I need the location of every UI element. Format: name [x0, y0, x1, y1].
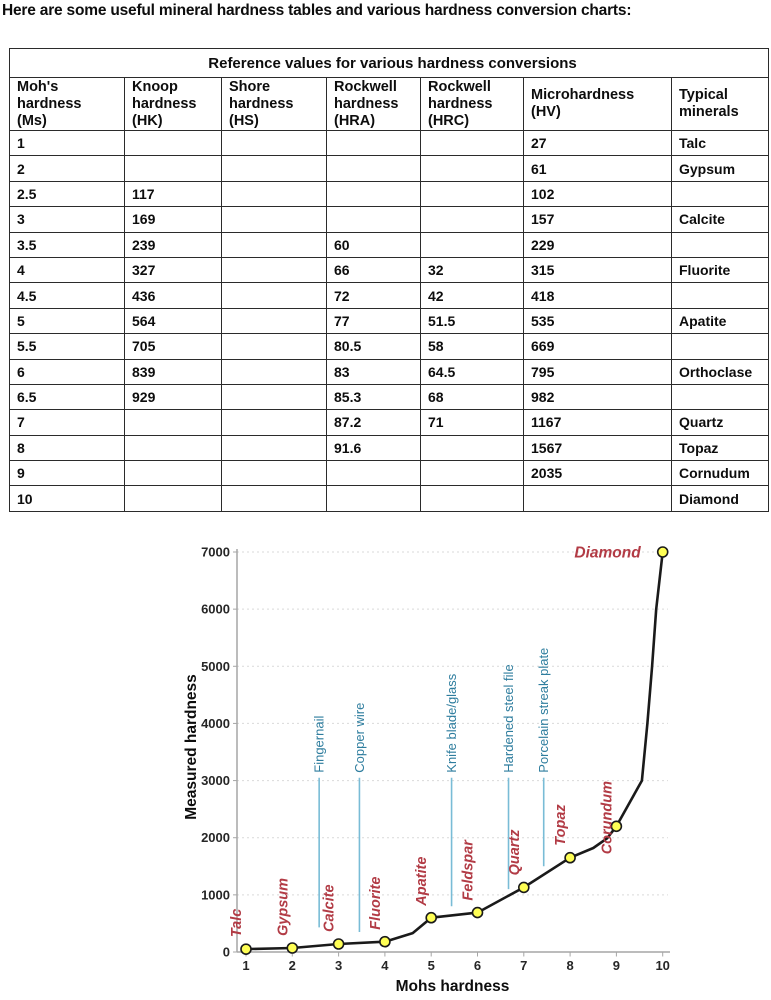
table-cell — [222, 461, 327, 486]
y-tick-label: 5000 — [201, 658, 230, 674]
column-header: Rockwell hardness (HRA) — [327, 78, 421, 131]
x-tick-label: 6 — [473, 958, 482, 973]
table-cell — [222, 283, 327, 308]
table-cell — [222, 156, 327, 181]
mineral-label: Diamond — [574, 544, 641, 562]
x-axis-title: Mohs hardness — [395, 978, 510, 995]
table-cell: 91.6 — [327, 435, 421, 460]
table-header-row — [10, 78, 769, 131]
table-cell — [222, 334, 327, 359]
y-tick-label: 6000 — [201, 601, 230, 617]
table-cell: 2.5 — [10, 181, 125, 206]
column-header: Shore hardness (HS) — [222, 78, 327, 131]
table-cell — [222, 486, 327, 511]
hardness-chart — [0, 535, 771, 1000]
table-cell: 102 — [524, 181, 672, 206]
tool-label: Knife blade/glass — [444, 673, 460, 773]
tool-label: Fingernail — [311, 715, 327, 773]
data-point-marker — [334, 939, 344, 949]
x-tick-label: 5 — [427, 958, 435, 973]
mineral-label: Corundum — [599, 780, 616, 855]
table-cell: Gypsum — [672, 156, 769, 181]
table-cell: 436 — [125, 283, 222, 308]
table-cell — [421, 207, 524, 232]
mineral-label: Fluorite — [367, 876, 384, 930]
table-cell: 929 — [125, 384, 222, 409]
table-row — [10, 131, 769, 156]
table-cell: 71 — [421, 410, 524, 435]
mineral-label: Gypsum — [275, 877, 292, 936]
table-cell: Talc — [672, 131, 769, 156]
y-tick-label: 4000 — [201, 715, 230, 731]
table-cell: Calcite — [672, 207, 769, 232]
table-cell: 327 — [125, 257, 222, 282]
y-tick-label: 0 — [222, 944, 230, 960]
table-cell — [222, 359, 327, 384]
table-cell: 51.5 — [421, 308, 524, 333]
data-point-marker — [519, 882, 529, 892]
table-cell — [125, 486, 222, 511]
data-point-marker — [473, 908, 483, 918]
table-cell — [421, 181, 524, 206]
table-row — [10, 308, 769, 333]
x-tick-label: 3 — [334, 958, 343, 973]
table-title-row — [10, 49, 769, 78]
table-cell: 669 — [524, 334, 672, 359]
table-cell: 32 — [421, 257, 524, 282]
hardness-table-wrapper — [9, 48, 769, 512]
x-tick-label: 9 — [612, 958, 621, 973]
column-header: Rockwell hardness (HRC) — [421, 78, 524, 131]
table-cell: 66 — [327, 257, 421, 282]
data-point-marker — [565, 853, 575, 863]
table-cell: 68 — [421, 384, 524, 409]
table-cell — [421, 435, 524, 460]
table-cell: 3.5 — [10, 232, 125, 257]
table-cell — [421, 461, 524, 486]
table-cell — [222, 181, 327, 206]
table-cell — [222, 384, 327, 409]
table-cell: 2035 — [524, 461, 672, 486]
table-row — [10, 461, 769, 486]
mineral-label: Apatite — [414, 856, 431, 906]
table-row — [10, 334, 769, 359]
y-tick-label: 7000 — [201, 544, 230, 560]
table-cell: 239 — [125, 232, 222, 257]
table-cell: 229 — [524, 232, 672, 257]
table-cell: 795 — [524, 359, 672, 384]
table-cell — [125, 461, 222, 486]
table-cell: 10 — [10, 486, 125, 511]
table-row — [10, 257, 769, 282]
table-cell: 42 — [421, 283, 524, 308]
data-point-marker — [658, 547, 668, 557]
table-cell — [672, 232, 769, 257]
table-cell — [672, 283, 769, 308]
table-cell: 1 — [10, 131, 125, 156]
mineral-label: Talc — [229, 908, 245, 938]
table-cell — [327, 131, 421, 156]
table-cell — [222, 207, 327, 232]
y-tick-label: 2000 — [201, 830, 230, 846]
table-cell: 982 — [524, 384, 672, 409]
table-cell: 80.5 — [327, 334, 421, 359]
table-cell — [327, 156, 421, 181]
table-cell — [222, 435, 327, 460]
column-header: Moh's hardness (Ms) — [10, 78, 125, 131]
y-tick-label: 1000 — [201, 887, 230, 903]
hardness-table — [9, 48, 769, 512]
table-cell — [125, 131, 222, 156]
table-cell: Apatite — [672, 308, 769, 333]
table-cell: 58 — [421, 334, 524, 359]
table-cell — [421, 232, 524, 257]
table-cell: 169 — [125, 207, 222, 232]
table-row — [10, 435, 769, 460]
table-cell: 72 — [327, 283, 421, 308]
table-cell — [327, 486, 421, 511]
mineral-label: Feldspar — [460, 840, 477, 901]
table-cell — [672, 334, 769, 359]
table-row — [10, 181, 769, 206]
x-tick-label: 8 — [566, 958, 574, 973]
data-point-marker — [380, 937, 390, 947]
table-cell: 4 — [10, 257, 125, 282]
table-cell: 4.5 — [10, 283, 125, 308]
table-row — [10, 410, 769, 435]
x-tick-label: 4 — [381, 958, 389, 973]
table-cell: Cornudum — [672, 461, 769, 486]
table-cell — [222, 257, 327, 282]
column-header: Typical minerals — [672, 78, 769, 131]
table-cell: 9 — [10, 461, 125, 486]
table-cell: 705 — [125, 334, 222, 359]
table-cell: 3 — [10, 207, 125, 232]
table-cell: 87.2 — [327, 410, 421, 435]
table-cell: 5 — [10, 308, 125, 333]
column-header: Knoop hardness (HK) — [125, 78, 222, 131]
data-point-marker — [241, 944, 251, 954]
table-cell — [327, 181, 421, 206]
table-cell — [524, 486, 672, 511]
x-tick-label: 7 — [520, 958, 528, 973]
table-cell: 85.3 — [327, 384, 421, 409]
table-cell: 6.5 — [10, 384, 125, 409]
table-cell — [222, 131, 327, 156]
table-cell: 6 — [10, 359, 125, 384]
tool-label: Porcelain streak plate — [536, 647, 552, 773]
table-cell: 60 — [327, 232, 421, 257]
table-cell — [421, 131, 524, 156]
table-cell: 315 — [524, 257, 672, 282]
table-cell: 64.5 — [421, 359, 524, 384]
table-cell: Topaz — [672, 435, 769, 460]
table-row — [10, 384, 769, 409]
table-row — [10, 283, 769, 308]
table-cell: 839 — [125, 359, 222, 384]
tool-label: Copper wire — [351, 702, 367, 773]
table-cell: 157 — [524, 207, 672, 232]
x-tick-label: 1 — [242, 958, 250, 973]
y-tick-label: 3000 — [201, 773, 230, 789]
table-cell: Diamond — [672, 486, 769, 511]
table-cell: 564 — [125, 308, 222, 333]
table-cell: Fluorite — [672, 257, 769, 282]
data-point-marker — [426, 913, 436, 923]
mineral-label: Topaz — [553, 804, 570, 846]
table-cell: 83 — [327, 359, 421, 384]
table-title: Reference values for various hardness conversions — [10, 49, 769, 78]
table-cell — [222, 308, 327, 333]
table-cell — [125, 410, 222, 435]
table-cell: 2 — [10, 156, 125, 181]
mineral-label: Quartz — [506, 829, 523, 876]
table-cell — [672, 384, 769, 409]
table-row — [10, 486, 769, 511]
table-cell — [222, 232, 327, 257]
table-body — [10, 49, 769, 512]
tool-label: Hardened steel file — [501, 664, 517, 773]
table-row — [10, 232, 769, 257]
mineral-label: Calcite — [321, 884, 338, 932]
table-cell — [125, 435, 222, 460]
data-point-marker — [287, 943, 297, 953]
table-cell — [421, 486, 524, 511]
x-tick-label: 2 — [288, 958, 296, 973]
x-tick-label: 10 — [655, 958, 670, 973]
table-cell — [125, 156, 222, 181]
table-cell: 535 — [524, 308, 672, 333]
table-cell: 117 — [125, 181, 222, 206]
table-cell: 77 — [327, 308, 421, 333]
table-cell: 1167 — [524, 410, 672, 435]
table-cell: 61 — [524, 156, 672, 181]
table-cell: 8 — [10, 435, 125, 460]
table-cell: Quartz — [672, 410, 769, 435]
table-cell — [672, 181, 769, 206]
y-axis-title: Measured hardness — [183, 674, 200, 820]
table-cell: 418 — [524, 283, 672, 308]
page-heading: Here are some useful mineral hardness tables and various hardness conversion charts: — [2, 2, 632, 19]
table-cell — [421, 156, 524, 181]
table-row — [10, 156, 769, 181]
table-row — [10, 359, 769, 384]
table-cell: 1567 — [524, 435, 672, 460]
table-cell — [327, 207, 421, 232]
table-cell: 7 — [10, 410, 125, 435]
table-cell — [327, 461, 421, 486]
table-row — [10, 207, 769, 232]
table-cell: 5.5 — [10, 334, 125, 359]
table-cell: 27 — [524, 131, 672, 156]
table-cell — [222, 410, 327, 435]
column-header: Microhardness (HV) — [524, 78, 672, 131]
table-cell: Orthoclase — [672, 359, 769, 384]
